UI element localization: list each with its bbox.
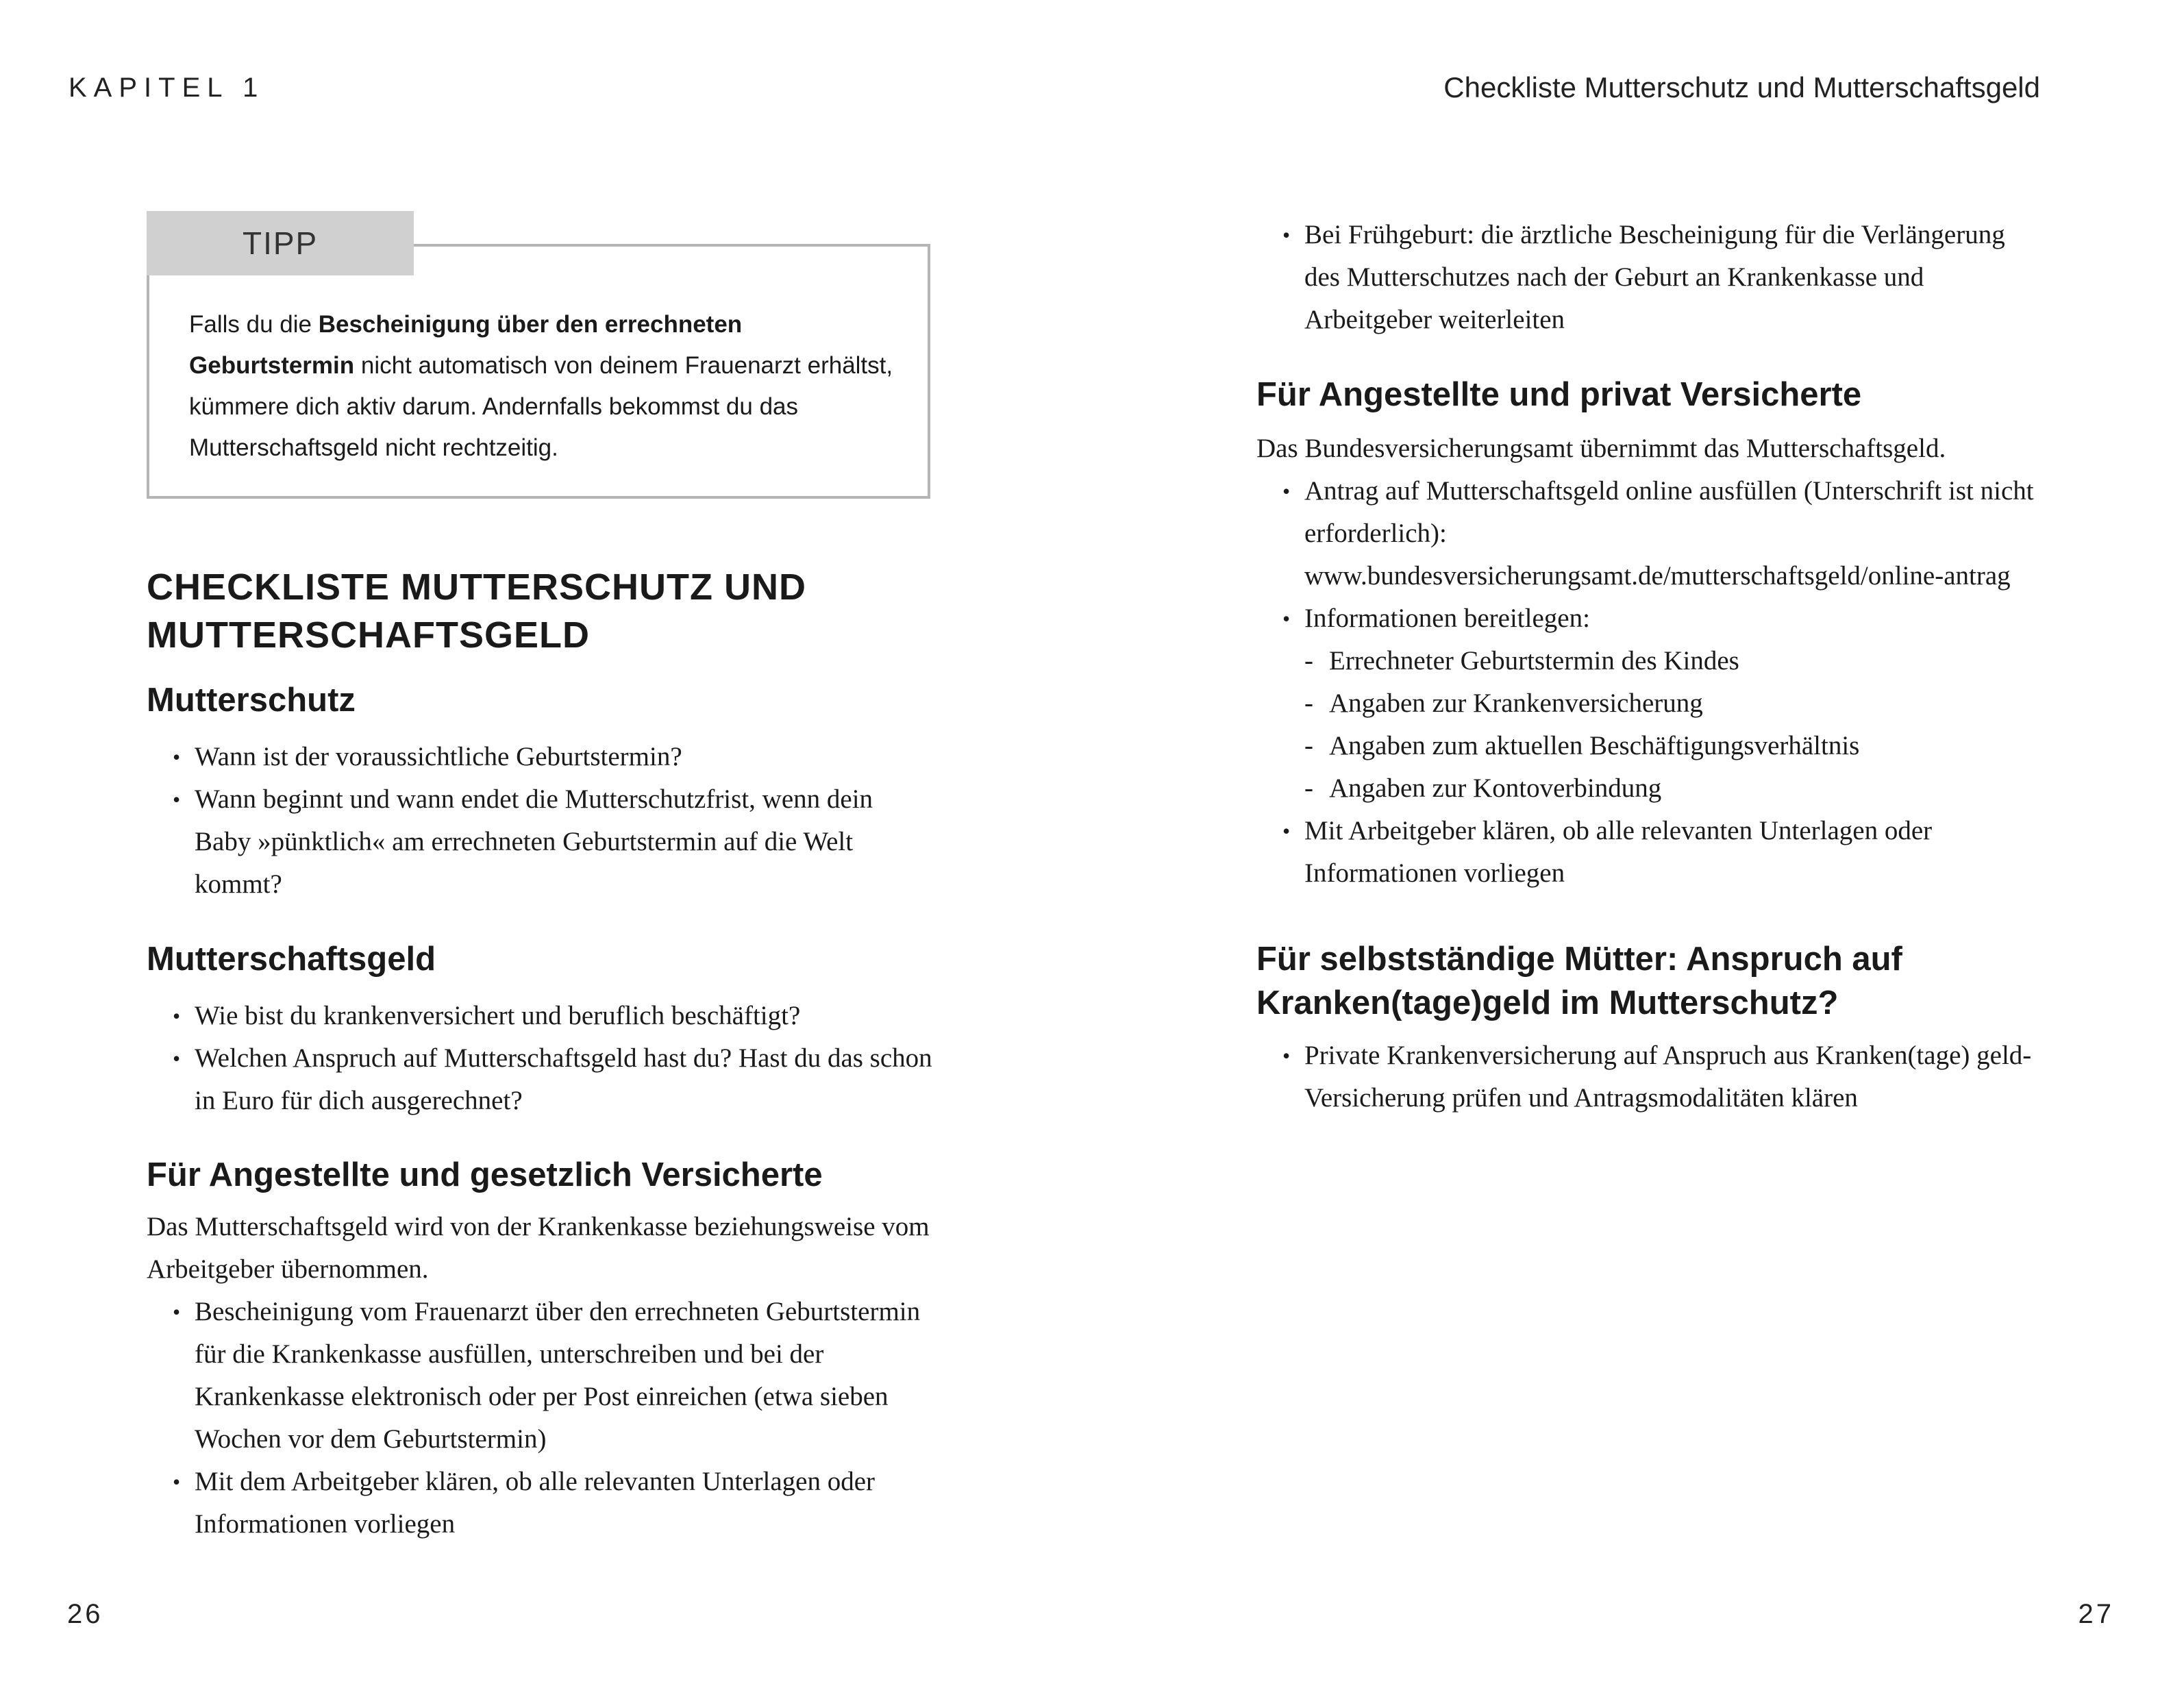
list-item xyxy=(147,1461,934,1546)
list-item-text: Welchen Anspruch auf Mutterschaftsgeld hast du? Hast du das schon in Euro für dich ausgerechnet? xyxy=(195,1043,932,1115)
bullet-icon: • xyxy=(173,1046,181,1071)
page-number-right: 27 xyxy=(2078,1599,2114,1629)
heading-gesetzlich: Für Angestellte und gesetzlich Versicherte xyxy=(147,1156,823,1193)
list-item xyxy=(1256,214,2044,341)
list-item-text: Wann beginnt und wann endet die Mutterschutzfrist, wenn dein Baby »pünktlich« am errechneten Geburtstermin auf die Welt kommt? xyxy=(195,784,873,899)
list-item xyxy=(147,778,934,906)
list-item-text: Bescheinigung vom Frauenarzt über den errechneten Geburtstermin für die Krankenkasse ausfüllen, unterschreiben und bei der Krankenkasse elektronisch oder per Post einreichen (etwa sieben Wochen vor dem Geburtstermin) xyxy=(195,1297,921,1454)
list-item xyxy=(1256,810,2044,895)
list-item xyxy=(147,1037,934,1122)
tip-label: TIPP xyxy=(147,211,414,275)
list-mutterschaftsgeld xyxy=(147,995,934,1122)
tip-text-post: nicht automatisch von deinem Frauenarzt erhältst, kümmere dich aktiv darum. Andernfalls bekommst du das Mutterschaftsgeld nicht rechtzeitig. xyxy=(189,352,893,461)
heading-mutterschaftsgeld: Mutterschaftsgeld xyxy=(147,941,436,978)
list-item xyxy=(1256,597,2044,640)
bullet-icon: • xyxy=(1282,223,1291,247)
sub-list-item xyxy=(1256,682,2044,725)
sub-list-item-text: Angaben zum aktuellen Beschäftigungsverhältnis xyxy=(1329,731,1860,760)
sub-list-item-text: Angaben zur Krankenversicherung xyxy=(1329,689,1703,718)
list-item xyxy=(147,736,934,778)
chapter-title-line1: CHECKLISTE MUTTERSCHUTZ UND xyxy=(147,567,806,608)
chapter-title xyxy=(147,563,934,659)
sub-list-item-text: Angaben zur Kontoverbindung xyxy=(1329,773,1662,803)
tip-text xyxy=(189,304,908,469)
heading-privat: Für Angestellte und privat Versicherte xyxy=(1256,376,1862,413)
bullet-icon: • xyxy=(173,1300,181,1324)
list-item xyxy=(1256,470,2044,597)
list-item-text: Informationen bereitlegen: xyxy=(1304,604,1590,633)
bullet-icon: • xyxy=(1282,606,1291,631)
list-fruehgeburt xyxy=(1256,214,2044,341)
list-item xyxy=(147,1291,934,1461)
sub-list-item xyxy=(1256,640,2044,682)
bullet-icon: • xyxy=(173,745,181,769)
intro-gesetzlich: Das Mutterschaftsgeld wird von der Krankenkasse beziehungsweise vom Arbeitgeber übernommen. xyxy=(147,1212,930,1284)
sub-list-item xyxy=(1256,725,2044,767)
heading-selbststaendig-line1: Für selbstständige Mütter: Anspruch auf xyxy=(1256,941,1902,978)
list-item-text: Bei Frühgeburt: die ärztliche Bescheinigung für die Verlängerung des Mutterschutzes nach der Geburt an Krankenkasse und Arbeitgeber weiterleiten xyxy=(1304,220,2005,334)
sub-list-item xyxy=(1256,767,2044,810)
intro-privat: Das Bundesversicherungsamt übernimmt das Mutterschaftsgeld. xyxy=(1256,434,1946,463)
list-item-text: Mit Arbeitgeber klären, ob alle relevanten Unterlagen oder Informationen vorliegen xyxy=(1304,816,1933,888)
list-item-text: Wann ist der voraussichtliche Geburtstermin? xyxy=(195,742,682,771)
list-item-text: Mit dem Arbeitgeber klären, ob alle relevanten Unterlagen oder Informationen vorliegen xyxy=(195,1467,876,1539)
dash-icon: - xyxy=(1304,731,1313,760)
running-head-title: Checkliste Mutterschutz und Mutterschaftsgeld xyxy=(1443,71,2040,103)
running-head-chapter: KAPITEL 1 xyxy=(69,73,265,103)
bullet-icon: • xyxy=(1282,1043,1291,1068)
list-item-text: Private Krankenversicherung auf Anspruch aus Kranken(tage) geld-Versicherung prüfen und Antragsmodalitäten klären xyxy=(1304,1041,2032,1113)
list-item-text: Antrag auf Mutterschaftsgeld online ausfüllen (Unterschrift ist nicht erforderlich): www.bundesversicherungsamt.de/mutterschaftsgeld/online-antrag xyxy=(1304,476,2034,591)
chapter-title-line2: MUTTERSCHAFTSGELD xyxy=(147,615,590,656)
list-privat xyxy=(1256,470,2044,895)
bullet-icon: • xyxy=(173,1004,181,1028)
list-selbststaendig xyxy=(1256,1034,2044,1119)
bullet-icon: • xyxy=(1282,479,1291,504)
dash-icon: - xyxy=(1304,646,1313,675)
tip-text-bold: Bescheinigung über den errechneten Geburtstermin xyxy=(189,311,743,379)
bullet-icon: • xyxy=(173,787,181,812)
sub-list-item-text: Errechneter Geburtstermin des Kindes xyxy=(1329,646,1739,675)
heading-selbststaendig-line2: Kranken(tage)geld im Mutterschutz? xyxy=(1256,984,1839,1021)
bullet-icon: • xyxy=(1282,819,1291,843)
tip-text-pre: Falls du die xyxy=(189,311,319,338)
bullet-icon: • xyxy=(173,1469,181,1494)
list-gesetzlich xyxy=(147,1291,934,1546)
dash-icon: - xyxy=(1304,689,1313,718)
list-item-text: Wie bist du krankenversichert und beruflich beschäftigt? xyxy=(195,1001,801,1030)
heading-selbststaendig xyxy=(1256,937,2051,1025)
heading-mutterschutz: Mutterschutz xyxy=(147,682,356,719)
list-mutterschutz xyxy=(147,736,934,906)
dash-icon: - xyxy=(1304,773,1313,803)
page-number-left: 26 xyxy=(67,1599,103,1629)
list-item xyxy=(1256,1034,2044,1119)
list-item xyxy=(147,995,934,1037)
